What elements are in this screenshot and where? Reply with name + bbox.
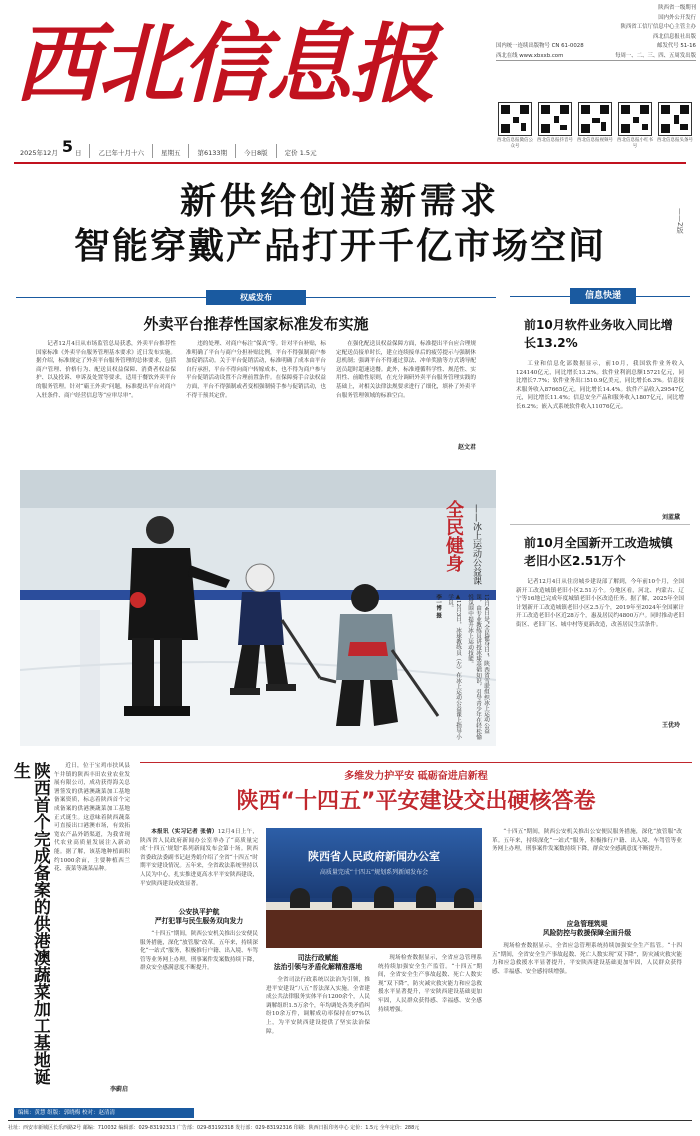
story-section-body: 现场检查数据显示，全省应急管理系统持续加强安全生产监管。“十四五”期间，全省安全生产事故起数、死亡人数实现“双下降”，防灾减灾救灾能力和应急救援水平显著提升，平安陕西建设基础更加牢固，人民群众获得感、幸福感、安全感持续增强。 [492, 943, 682, 975]
story-section-body: “十四五”期间，陕西公安机关推出公安便民服务措施，深化“放管服”改革。五年来，持续深化“一站式”服务，积极推行户籍、出入境、车驾管等业务网上办理，刑事案件发案数持续下降，群众安全感满意度不断提升。 [140, 931, 258, 972]
news-item-body: 工业和信息化部数据显示，前10月，我国软件业务收入124140亿元，同比增长13.2%。软件业利润总额15721亿元，同比增长7.7%；软件业务出口510.9亿美元，同比增长6.3%。信息技术服务收入87665亿元，同比增长14.4%。软件产品收入29547亿元，同比增长11.4%；信息安全产品和服务收入1807亿元，同比增长6.2%；嵌入式系统软件收入11076亿元。 [516, 361, 684, 410]
story-subhead: 司法行政赋能 法治引领与矛盾化解精准落地 [273, 954, 363, 971]
masthead [0, 0, 700, 170]
publisher-line: 邮发代号 51-16 [657, 43, 696, 50]
photo-caption-2: ▲12月3日，冰球教练员（左）在冰上运动公益课上指导小学员。 [447, 594, 461, 740]
story-section-body: 全省司法行政系统以法治为引领，推进平安建设“八五”普法深入实施。全省建成公共法律服务实体平台1200余个，人民调解组织1.5万余个，年均调处各类矛盾纠纷10余万件，调解成功率保持在97%以上，为平安陕西建设提供了坚实法治保障。 [266, 977, 370, 1035]
headline-line2: 智能穿戴产品打开千亿市场空间 [73, 226, 606, 267]
qr-label: 西北信息报抖音号 [537, 138, 573, 143]
news-item-title: 前10月软件业务收入同比增长13.2% [524, 318, 673, 350]
authority-tag: 权威发布 [206, 290, 306, 305]
editor-credits: 编辑：黄慧 组版：郭晓梅 校对：赵清清 [14, 1108, 194, 1118]
price: 定价 1.5元 [284, 148, 317, 157]
date-day: 5 [61, 136, 73, 156]
press-photo[interactable] [266, 828, 482, 948]
info-express [510, 288, 690, 740]
footer-info: 社址：西安市新城区长乐西路2号 邮编：710032 编辑部：029-83192313 广告部：029-83192318 发行部：029-83192316 印刷：陕西日报印务中心 定价：1.5元 全年定价：288元 [8, 1125, 420, 1131]
authority-col1: 记者12月4日从市场监管总局获悉，外卖平台推荐性国家标准《外卖平台服务管理基本要求》近日发布实施。据介绍，标准规定了外卖平台服务管理的总体要求，包括商户管理、价格行为、配送员权益保障、消费者权益保护、以及投诉、申诉及处置等要求，适用于餐饮外卖平台的服务管理。针对“霸王外卖”问题，标准提出平台对商户入驻条件、商户经营信息等“应审尽审”。 [36, 341, 176, 399]
masthead-rule [14, 162, 686, 164]
date-label: 2025年12月 [20, 148, 58, 157]
story-lead: 本报讯（实习记者 张倩）12月4日上午，陕西省人民政府新闻办公室举办了“高质量完成‘十四五’规划”系列新闻发布会第十场。陕西省委政法委副书记赵秀娟介绍了全省“十四五”时期平安建设情况。五年来，全省政法系统坚持以人民为中心，扎实推进更高水平平安陕西建设，平安陕西建设成效显著。 [140, 829, 258, 887]
story-section-body: 现场检查数据显示，全省应急管理系统持续加强安全生产监管。“十四五”期间，全省安全生产事故起数、死亡人数实现“双下降”，防灾减灾救灾能力和应急救援水平显著提升，平安陕西建设基础更加牢固，人民群众获得感、幸福感、安全感持续增强。 [378, 955, 482, 1013]
story-section-body: “十四五”期间，陕西公安机关推出公安便民服务措施，深化“放管服”改革。五年来，持续深化“一站式”服务，积极推行户籍、出入境、车驾管等业务网上办理，刑事案件发案数持续下降，群众安全感满意度不断提升。 [492, 829, 682, 853]
masthead-title: 西北信息报 [14, 14, 434, 115]
story-subhead: 应急管理筑堤 风险防控与救援保障全面升级 [542, 920, 632, 937]
authority-col3: 在强化配送员权益保障方面，标准提出平台应合理规定配送员接单时长，建立连续接单后的疲劳提示与强制休息机制；强调平台不得通过算法、冲单奖励等方式诱导配送员超时超速送餐。此外，标准遵循科学性、规范性、实用性、前瞻性原则，在充分调研外卖平台服务管理实践的基础上，对相关法律法规要求进行了细化，填补了外卖平台服务管理领域的标准空白。 [336, 341, 476, 399]
news-item-byline: 王优玲 [661, 722, 680, 729]
photo-caption [412, 594, 490, 740]
publisher-line: 每周一、二、三、四、五周发出版 [615, 52, 696, 59]
story-title: 陕西“十四五”平安建设交出硬核答卷 [236, 789, 596, 814]
page-count: 今日8版 [244, 148, 268, 157]
news-item-title: 前10月全国新开工改造城镇老旧小区2.51万个 [524, 536, 673, 568]
photo-vertical-title: 全民健身 [443, 500, 464, 572]
publisher-line: 陕西省一级期刊 [658, 5, 696, 11]
qr-code-icon[interactable] [578, 102, 612, 136]
info-express-tag: 信息快递 [570, 288, 636, 304]
feature-title: 陕西首个完成备案的供港澳蔬菜加工基地诞生 [10, 762, 50, 1085]
photo-vertical-sub: ——冰上运动公益课 [471, 504, 481, 585]
headline-page-ref[interactable]: ——2版 [676, 208, 684, 234]
lunar-date: 乙巳年十月十六 [98, 148, 144, 157]
news-item-body: 记者12月4日从住房城乡建设部了解到，今年前10个月，全国新开工改造城镇老旧小区2.51万个。分地区看，河北、内蒙古、辽宁等16地已完成年度城镇老旧小区改造任务。据了解，2025年全国计划新开工改造城镇老旧小区2.5万个，2019年至2024年全国累计开工改造老旧小区近28万个，惠及居民约4800万户。同时推动老旧街区、老旧厂区、城中村等更新改造，改善居民生活条件。 [516, 579, 684, 628]
qr-code-icon[interactable] [498, 102, 532, 136]
photo-caption-1: 12月4日是“全民健身日”，陕西省雪联组织冰上运动公益课，由专业教练员讲授冰球基础知识，引导青少年在轻松愉悦氛围中提升冰上运动技能。 [467, 594, 489, 740]
story-lead-label: 本报讯（实习记者 张倩） [151, 829, 218, 835]
main-headline [20, 180, 660, 274]
date-bar [20, 134, 490, 158]
qr-code-icon[interactable] [538, 102, 572, 136]
authority-title: 外卖平台推荐性国家标准发布实施 [143, 315, 369, 333]
press-screen-title: 陕西省人民政府新闻办公室 [308, 850, 440, 863]
qr-label: 西北信息报视频号 [577, 138, 613, 143]
publisher-line: 西北在线 www.xbxxb.com [496, 52, 564, 59]
press-screen-sub: 高质量完成“十四五”规划系列新闻发布会 [319, 869, 429, 876]
qr-code-icon[interactable] [618, 102, 652, 136]
feature-body: 近日，位于宝鸡市扶风县午井镇的陕西丰田农业农业发展有限公司，成功获得海关总署签发的供港澳蔬菜加工基地备案资质，标志着陕西首个完成备案的供港澳蔬菜加工基地正式诞生。这意味着陕西蔬菜可直接出口港澳市场，有效拓宽农产品外销渠道，为我省现代农业高质量发展注入新动能。据了解，该基地种植面积约1000余亩，主要种植西兰花、菠菜等蔬菜品种。 [54, 763, 130, 873]
publisher-info [496, 4, 696, 100]
weekday: 星期五 [160, 148, 181, 157]
qr-code-icon[interactable] [658, 102, 692, 136]
news-photo[interactable] [20, 470, 496, 746]
publisher-line: 西北信息报社出版 [652, 33, 696, 40]
date-day-suffix: 日 [74, 148, 82, 157]
authority-col2: 违的处理、对商户标注“保真”等。针对平台补贴，标准明确了平台与商户分担补贴比例，平台不得强制商户参加促销活动。关于平台促销活动，标准明确了成本由平台自行承担，平台不得向商户转嫁成本，也不得为商户参与平台促销活动设置不合理前置条件。在保障骑手合法权益方面，平台不得强制或者变相强制骑手参与促销活动，也不得干预其定价。 [186, 341, 326, 399]
qr-label: 西北信息报小红书号 [617, 138, 653, 149]
story-kicker: 多维发力护平安 砥砺奋进启新程 [344, 771, 488, 782]
qr-label: 西北信息报头条号 [657, 138, 693, 143]
publisher-line: 国内统一连续出版物号 CN 61-0028 [496, 43, 584, 50]
feature-byline: 李蔚启 [109, 1086, 128, 1093]
publisher-line: 国内外公开发行 [658, 14, 696, 21]
authority-byline: 赵文君 [457, 444, 476, 451]
publisher-line: 陕西省工信厅信息中心主管主办 [620, 24, 696, 31]
news-item-byline: 刘蓝黛 [661, 514, 680, 521]
issue-number: 第6133期 [197, 148, 228, 157]
photo-credit: 李一博 摄 [435, 594, 441, 619]
story-subhead: 公安执平护航 严打犯罪与民生服务双向发力 [154, 908, 244, 925]
main-story [140, 762, 692, 1110]
qr-label: 西北信息报微信公众号 [497, 138, 533, 149]
left-feature [8, 756, 132, 1104]
authority-section [16, 290, 496, 460]
headline-line1: 新供给创造新需求 [179, 181, 500, 222]
